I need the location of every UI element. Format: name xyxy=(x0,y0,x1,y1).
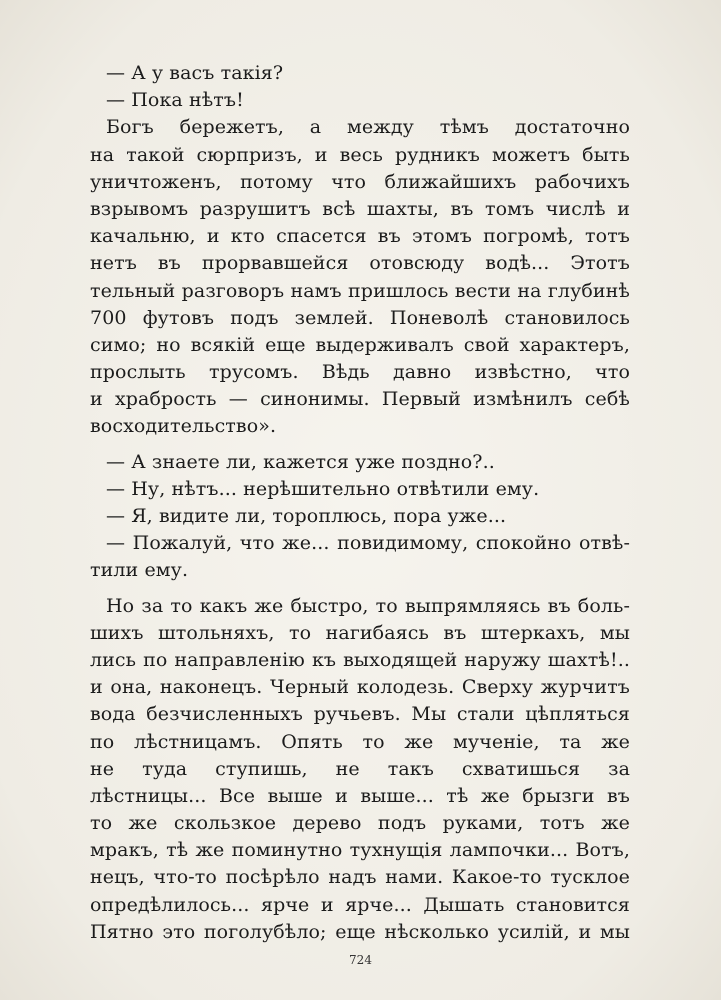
text-line: — Пожалуй, что же... повидимому, спокойно отвѣ- xyxy=(106,532,630,555)
text-line: — А знаете ли, кажется уже поздно?.. xyxy=(106,450,495,473)
text-line: Пятно это поголубѣло; еще нѣсколько усилій, и мы xyxy=(90,920,630,943)
text-line: тили ему. xyxy=(90,559,189,582)
text-line: лись по направленію къ выходящей наружу шахтѣ!.. xyxy=(90,648,630,671)
text-line: — А у васъ такія? xyxy=(106,62,284,84)
text-line: и храбрость — синонимы. Первый измѣнилъ себѣ xyxy=(90,388,630,411)
text-line: нецъ, что-то посѣрѣло надъ нами. Какое-то тусклое xyxy=(90,866,630,889)
text-line: то же скользкое дерево подъ руками, тотъ же xyxy=(90,812,630,835)
text-line: Богъ бережетъ, а между тѣмъ достаточно xyxy=(106,116,630,139)
text-line: не туда ступишь, не такъ схватишься за xyxy=(90,757,630,780)
text-line: — Я, видите ли, тороплюсь, пора уже... xyxy=(106,505,507,527)
text-line: Но за то какъ же быстро, то выпрямляясь въ боль- xyxy=(106,594,630,617)
text-line: на такой сюрпризъ, и весь рудникъ можетъ быть xyxy=(90,143,630,166)
text-line: шихъ штольняхъ, то нагибаясь въ штеркахъ, мы xyxy=(90,621,630,644)
page-text xyxy=(90,60,630,946)
text-line: лѣстницы... Все выше и выше... тѣ же брызги въ xyxy=(90,784,630,807)
text-line: нетъ въ прорвавшейся отовсюду водѣ... Этотъ xyxy=(90,252,630,275)
text-line: тельный разговоръ намъ пришлось вести на глубинѣ xyxy=(90,279,630,302)
text-line: прослыть трусомъ. Вѣдь давно извѣстно, что xyxy=(90,361,630,384)
text-line: мракъ, тѣ же поминутно тухнущія лампочки... Вотъ, xyxy=(90,839,630,862)
page-number: 724 xyxy=(349,953,372,967)
text-line: уничтоженъ, потому что ближайшихъ рабочихъ xyxy=(90,170,630,193)
text-line: взрывомъ разрушитъ всѣ шахты, въ томъ числѣ и xyxy=(90,197,630,220)
text-line: вода безчисленныхъ ручьевъ. Мы стали цѣпляться xyxy=(90,703,630,726)
text-line: 700 футовъ подъ землей. Поневолѣ становилось xyxy=(90,306,630,329)
text-line: качальню, и кто спасется въ этомъ погромѣ, тотъ xyxy=(90,225,630,248)
text-line: — Ну, нѣтъ... нерѣшительно отвѣтили ему. xyxy=(106,477,540,500)
text-line: восходительство». xyxy=(90,415,277,438)
text-line: опредѣлилось... ярче и ярче... Дышать становится xyxy=(90,893,630,916)
text-line: по лѣстницамъ. Опять то же мученіе, та же xyxy=(90,730,630,753)
text-line: симо; но всякій еще выдерживалъ свой характеръ, xyxy=(90,333,630,356)
text-line: и она, наконецъ. Черный колодезь. Сверху журчитъ xyxy=(90,676,630,699)
text-line: — Пока нѣтъ! xyxy=(106,89,244,112)
